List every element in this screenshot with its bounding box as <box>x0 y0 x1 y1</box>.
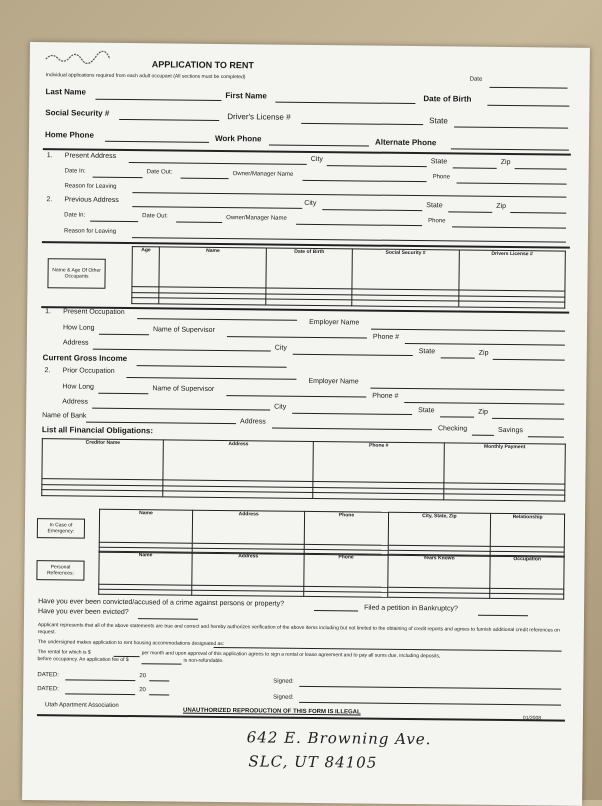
res1-city-label: City <box>310 155 323 164</box>
crime-question: Have you ever been convicted/accused of a crime against persons or property? <box>38 598 285 608</box>
checking-line <box>472 435 494 436</box>
col-ref-occupation: Occupation <box>490 555 564 589</box>
col-em-name: Name <box>99 509 192 543</box>
bank-address-line <box>272 428 432 431</box>
references-table <box>98 551 564 600</box>
res2-state-label: State <box>426 202 443 210</box>
res1-city-line <box>327 165 427 167</box>
alternate-phone-label: Alternate Phone <box>374 137 437 148</box>
res1-reason-line <box>132 192 566 198</box>
res1-zip-line <box>515 168 567 170</box>
res1-reason-label: Reason for Leaving <box>64 183 117 190</box>
col-em-address: Address <box>192 510 305 545</box>
col-age: Age <box>132 247 160 287</box>
rental-application-form <box>22 42 590 806</box>
col-ref-years: Years Known <box>387 554 490 589</box>
rental-text-1: The rental for which is $ <box>37 649 91 656</box>
emp2-employer-line <box>370 388 564 391</box>
res2-zip-label: Zip <box>496 202 507 210</box>
emp1-zip-label: Zip <box>478 349 489 357</box>
res2-phone-label: Phone <box>428 218 446 225</box>
present-occupation-label: Present Occupation <box>63 308 125 317</box>
res1-date-out-line <box>181 178 229 180</box>
col-ref-address: Address <box>192 552 305 587</box>
bankruptcy-answer-line <box>478 615 528 617</box>
signed-label-2: Signed: <box>273 694 294 701</box>
dob-label: Date of Birth <box>423 94 472 104</box>
res2-city-line <box>322 209 422 211</box>
col-em-relationship: Relationship <box>490 513 564 547</box>
work-phone-line <box>269 145 369 147</box>
emergency-label: In Case of Emergency: <box>37 518 85 539</box>
association-logo-icon <box>44 50 114 65</box>
emp2-city-line <box>292 413 412 415</box>
first-name-line <box>275 102 415 104</box>
rental-text-2: per month and upon approval of this application agrees to sign a rental or lease agreement and to pay all sums due, including deposits, <box>141 650 441 660</box>
rental-text-4: is non-refundable. <box>183 657 224 665</box>
gross-income-label: Current Gross Income <box>42 353 128 364</box>
previous-address-label: Previous Address <box>64 196 119 204</box>
emp1-city-line <box>293 354 413 356</box>
res1-zip-label: Zip <box>500 158 511 167</box>
res2-phone-line <box>452 226 566 228</box>
year-label-2: 20 <box>139 687 146 694</box>
previous-address-line <box>132 206 302 209</box>
emp2-city-label: City <box>274 403 287 411</box>
state-line <box>454 126 568 128</box>
handwritten-address-line-2: SLC, UT 84105 <box>248 752 378 772</box>
res1-state-label: State <box>430 158 448 166</box>
rental-text-3: before occupancy. An application fee of $ <box>37 656 129 664</box>
col-creditor: Creditor Name <box>42 439 164 480</box>
res2-reason-label: Reason for Leaving <box>63 228 117 235</box>
emp1-supervisor-line <box>227 336 367 338</box>
drivers-license-line <box>301 123 423 125</box>
res2-date-out-line <box>176 222 222 223</box>
dated-line-2 <box>65 693 135 695</box>
prior-occupation-line <box>126 377 296 380</box>
financial-obligations-title: List all Financial Obligations: <box>41 425 154 436</box>
res2-date-in-line <box>90 221 138 223</box>
res2-city-label: City <box>304 199 317 208</box>
emp1-phone-line <box>405 343 565 346</box>
res1-state-line <box>453 167 497 168</box>
bankruptcy-question: Filed a petition in Bankruptcy? <box>364 604 458 613</box>
bank-name-label: Name of Bank <box>42 412 87 420</box>
emp2-state-label: State <box>418 407 435 415</box>
alternate-phone-line <box>451 148 569 150</box>
emp1-howlong-label: How Long <box>62 324 95 332</box>
references-label: Personal References: <box>36 560 84 581</box>
res2-owner-label: Owner/Manager Name <box>226 215 287 222</box>
signed-line-1 <box>299 686 561 690</box>
col-ref-phone: Phone <box>304 553 388 587</box>
footer-revision: 01/2008 <box>522 715 542 722</box>
evicted-question: Have you ever been evicted? <box>37 608 129 617</box>
emp2-zip-label: Zip <box>478 408 488 416</box>
col-monthly-payment: Monthly Payment <box>444 443 566 484</box>
dated-line-1 <box>65 679 135 681</box>
last-name-label: Last Name <box>45 87 86 97</box>
year-line-1 <box>149 680 169 681</box>
col-em-city: City, State, Zip <box>388 512 491 547</box>
date-line <box>490 87 568 89</box>
financial-obligations-table <box>41 438 566 501</box>
ssn-label: Social Security # <box>45 108 110 118</box>
form-title: APPLICATION TO RENT <box>151 59 254 71</box>
occupants-label: Name & Age Of Other Occupants <box>47 258 105 289</box>
present-address-line <box>129 162 307 165</box>
emp2-supervisor-line <box>226 395 366 397</box>
emp2-address-line <box>92 408 270 411</box>
col-em-phone: Phone <box>305 511 389 545</box>
fee-amount-line <box>141 663 181 664</box>
col-ref-name: Name <box>99 551 192 585</box>
crime-answer-line <box>314 610 358 611</box>
emp1-howlong-line <box>99 334 149 336</box>
emp2-zip-line <box>492 418 564 420</box>
footer-association: Utah Apartment Association <box>45 702 119 709</box>
home-phone-label: Home Phone <box>44 130 94 140</box>
dated-label-1: DATED: <box>37 672 59 679</box>
evicted-answer-line <box>138 618 198 620</box>
gross-income-line <box>137 365 287 368</box>
emp1-employer-line <box>371 329 565 332</box>
emp1-phone-label: Phone # <box>372 333 400 341</box>
col-dob: Date of Birth <box>266 248 353 289</box>
savings-label: Savings <box>497 426 523 435</box>
table-header-row <box>42 439 565 484</box>
date-label: Date <box>469 76 483 83</box>
emp2-state-line <box>440 416 474 417</box>
emp1-supervisor-label: Name of Supervisor <box>152 326 215 334</box>
res2-number: 2. <box>46 196 53 204</box>
bank-name-line <box>86 422 236 425</box>
emp1-address-label: Address <box>62 339 89 347</box>
bank-address-label: Address <box>239 418 266 426</box>
present-occupation-line <box>137 318 297 321</box>
ssn-line <box>119 119 219 121</box>
year-label-1: 20 <box>139 673 147 680</box>
emp2-phone-line <box>404 402 564 405</box>
emp1-state-label: State <box>418 348 436 356</box>
emp1-zip-line <box>493 359 565 361</box>
footer-divider <box>37 714 565 722</box>
res1-phone-line <box>457 182 567 184</box>
emp2-howlong-label: How Long <box>62 383 94 391</box>
table-header-row <box>132 247 565 291</box>
year-line-2 <box>149 694 169 695</box>
emergency-table <box>99 509 565 558</box>
form-subtitle: Individual applications required from each adult occupant (All sections must be completed) <box>45 72 246 81</box>
res1-number: 1. <box>46 152 53 160</box>
emp1-state-line <box>441 357 475 358</box>
dated-label-2: DATED: <box>37 686 59 693</box>
res2-date-in-label: Date In: <box>64 212 86 219</box>
res2-zip-line <box>510 212 566 214</box>
res1-date-in-label: Date In: <box>64 168 86 175</box>
emp1-employer-label: Employer Name <box>309 318 360 327</box>
checking-label: Checking <box>437 425 468 433</box>
col-fin-address: Address <box>163 440 313 481</box>
present-address-label: Present Address <box>64 152 117 160</box>
table-header-row <box>99 509 564 547</box>
res1-date-out-label: Date Out: <box>146 169 173 176</box>
undersigned-text: The undersigned makes application to rent housing accommodations designated as: <box>37 639 225 648</box>
state-label: State <box>429 116 448 126</box>
res2-state-line <box>448 211 492 212</box>
last-name-line <box>95 99 221 101</box>
prior-occupation-label: Prior Occupation <box>62 367 115 375</box>
dob-line <box>487 105 569 107</box>
col-dl: Drivers License # <box>458 250 565 291</box>
emp2-number: 2. <box>44 367 51 375</box>
col-name: Name <box>159 247 266 288</box>
work-phone-label: Work Phone <box>214 133 262 144</box>
signed-label-1: Signed: <box>273 678 294 685</box>
first-name-label: First Name <box>225 91 267 101</box>
savings-line <box>528 436 564 437</box>
emp1-city-label: City <box>274 344 287 352</box>
handwritten-address-line-1: 642 E. Browning Ave. <box>246 728 432 749</box>
table-header-row <box>99 551 564 589</box>
res1-owner-label: Owner/Manager Name <box>232 171 294 178</box>
occupants-table <box>131 246 566 309</box>
res2-owner-line <box>296 224 422 226</box>
emp2-howlong-line <box>98 393 148 395</box>
emp1-address-line <box>93 349 271 352</box>
emp2-employer-label: Employer Name <box>308 377 359 386</box>
drivers-license-label: Driver's License # <box>227 112 291 122</box>
certification-text: Applicant represents that all of the above statements are true and correct and hereby authorizes verification of the above items including but not limited to the obtaining of credit reports and agrees to furnish additional credit references on request. <box>37 622 560 636</box>
footer-unauthorized: UNAUTHORIZED REPRODUCTION OF THIS FORM IS ILLEGAL <box>182 707 361 716</box>
emp2-address-label: Address <box>62 398 88 406</box>
emp1-number: 1. <box>45 308 52 316</box>
signed-line-2 <box>299 702 561 706</box>
col-ssn: Social Security # <box>352 249 459 290</box>
home-phone-line <box>105 141 209 143</box>
res1-owner-line <box>303 180 427 182</box>
res1-phone-label: Phone <box>432 174 450 181</box>
emp2-supervisor-label: Name of Supervisor <box>152 385 215 393</box>
emp2-phone-label: Phone # <box>372 392 399 400</box>
res2-date-out-label: Date Out: <box>142 213 168 220</box>
res1-date-in-line <box>93 177 143 179</box>
col-fin-phone: Phone # <box>313 441 444 482</box>
